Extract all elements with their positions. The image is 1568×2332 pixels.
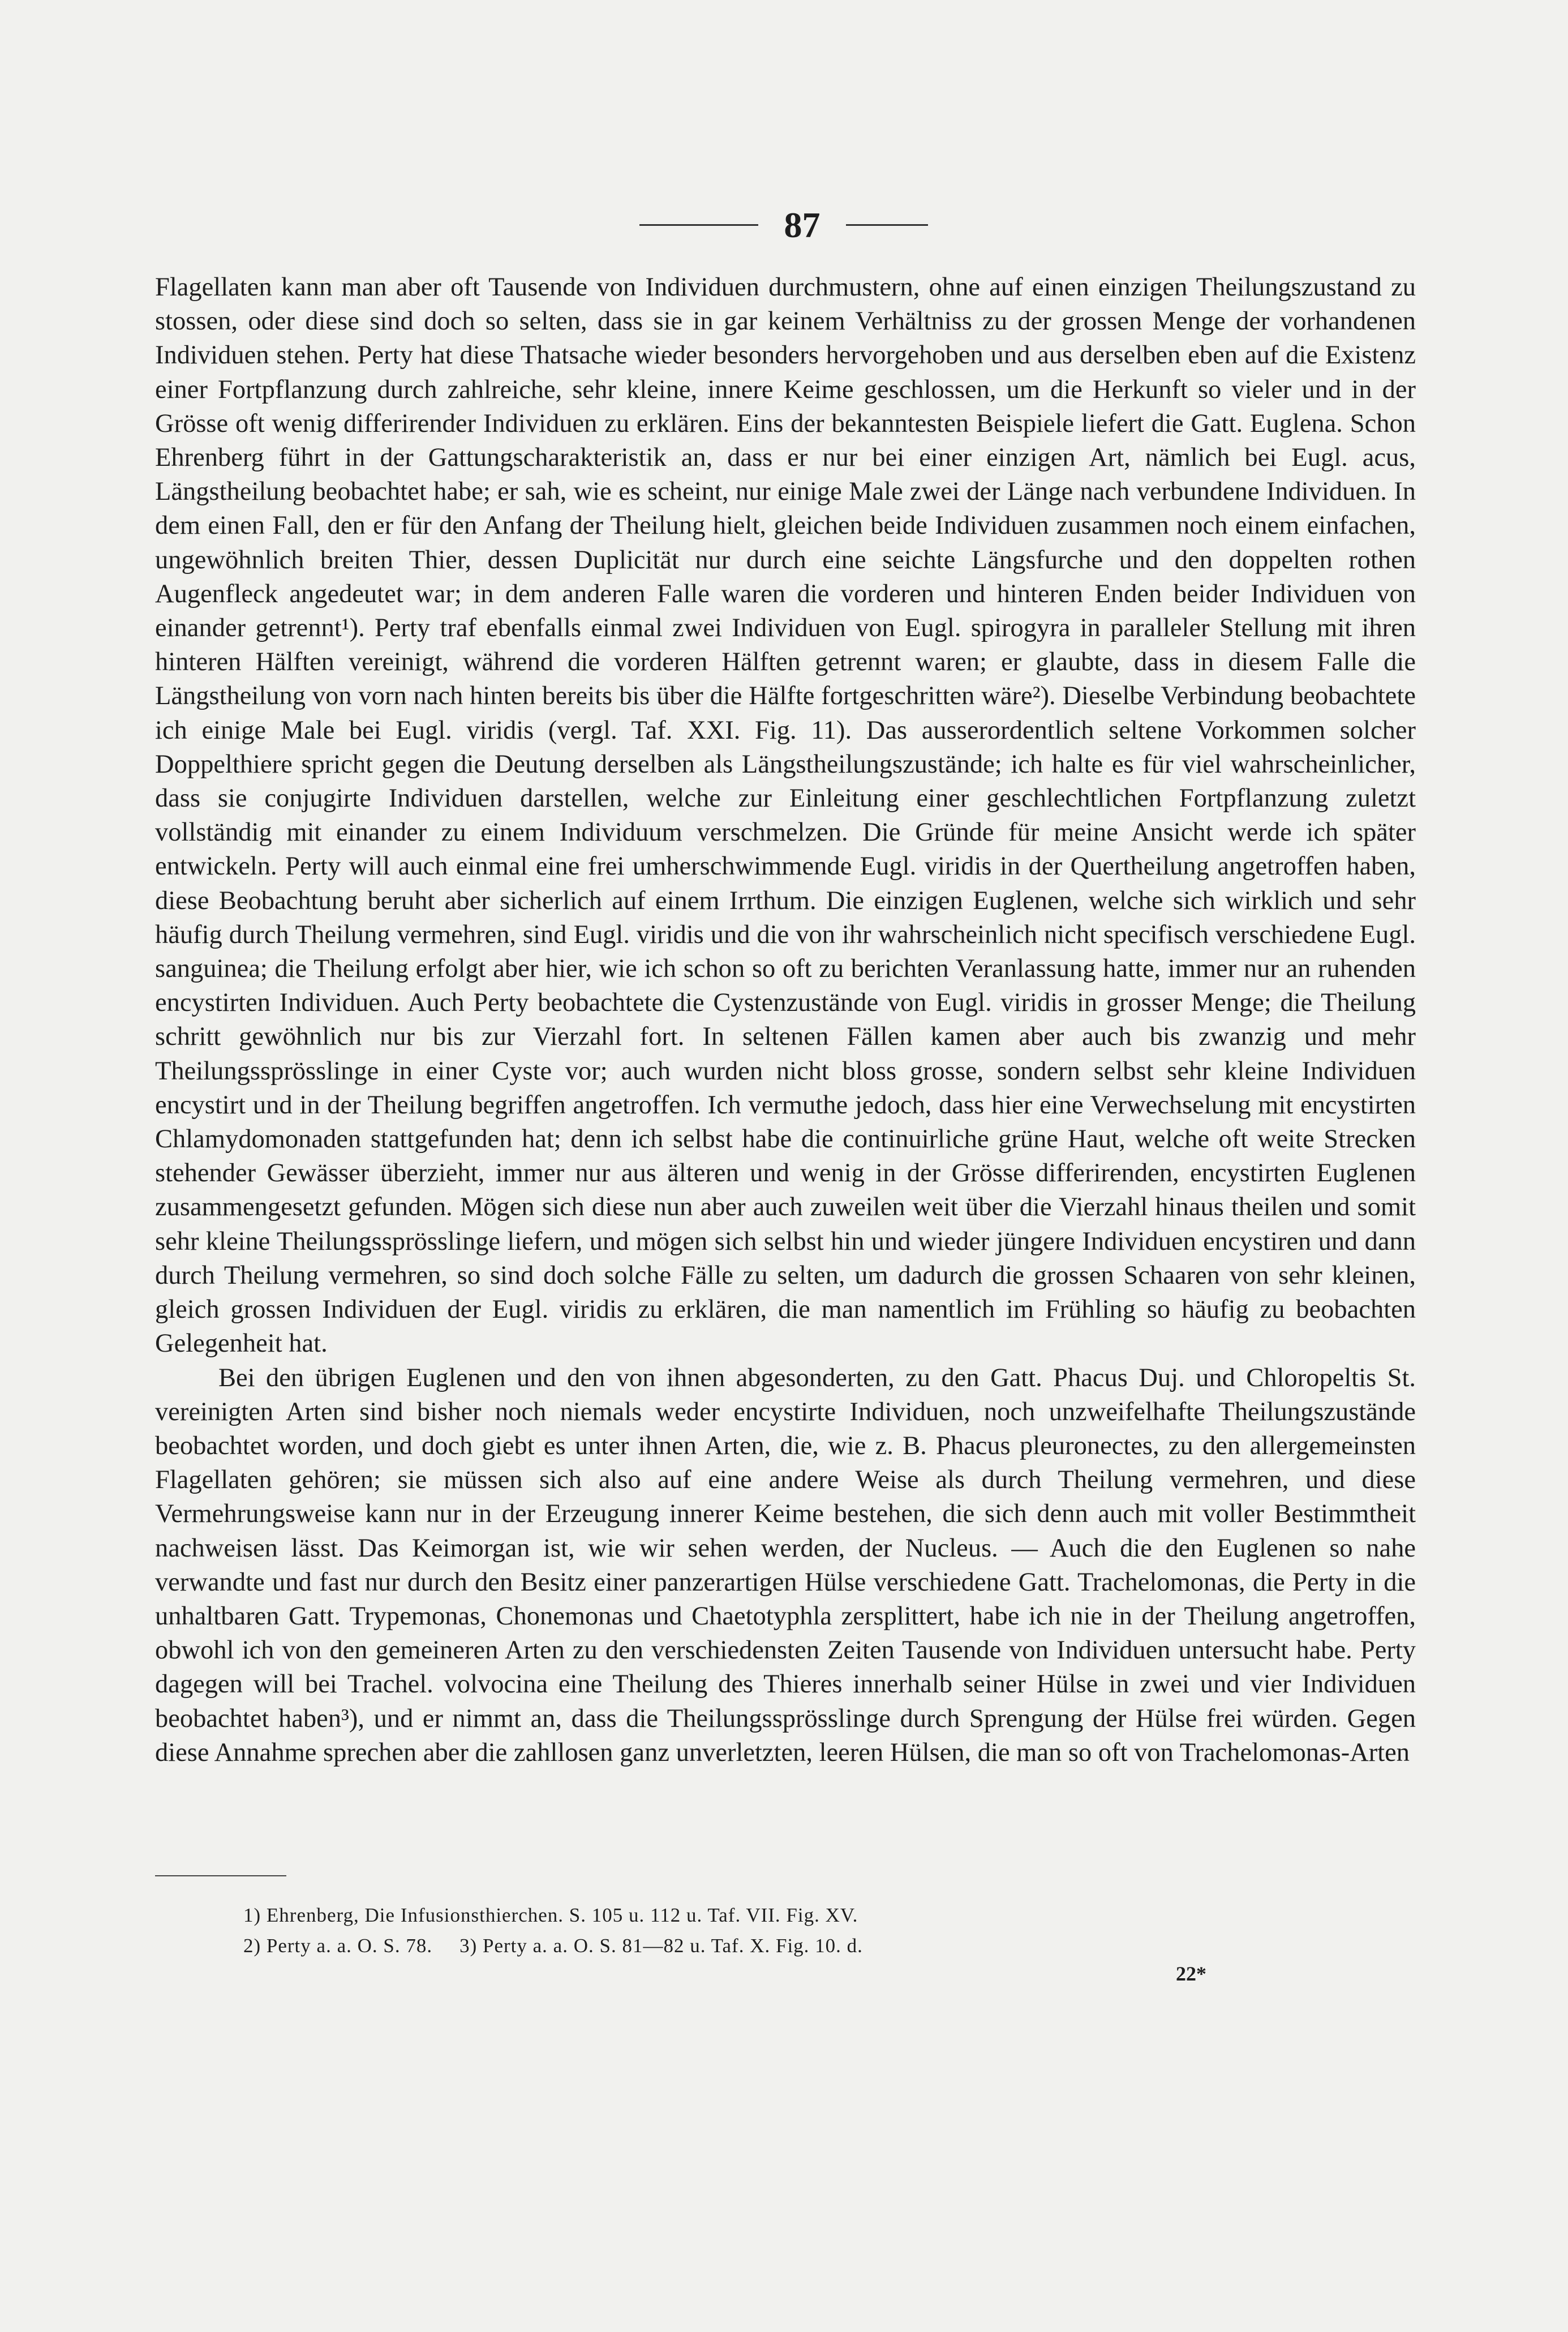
footnote-3: 3) Perty a. a. O. S. 81—82 u. Taf. X. Fig. 10. d. xyxy=(459,1935,863,1957)
page-header xyxy=(0,197,1568,254)
footnote-1: 1) Ehrenberg, Die Infusionsthierchen. S. 105 u. 112 u. Taf. VII. Fig. XV. xyxy=(243,1904,858,1926)
paragraph-2: Bei den übrigen Euglenen und den von ihnen abgesonderten, zu den Gatt. Phacus Duj. und Chloropeltis St. vereinigten Arten sind bisher noch niemals weder encystirte Individuen, noch unzweifelhafte Theilungszustände beobachtet worden, und doch giebt es unter ihnen Arten, die, wie z. B. Phacus pleuronectes, zu den allergemeinsten Flagellaten gehören; sie müssen sich also auf eine andere Weise als durch Theilung vermehren, und diese Vermehrungsweise kann nur in der Erzeugung innerer Keime bestehen, die sich denn auch mit voller Bestimmtheit nachweisen lässt. Das Keimorgan ist, wie wir sehen werden, der Nucleus. — Auch die den Euglenen so nahe verwandte und fast nur durch den Besitz einer panzerartigen Hülse verschiedene Gatt. Trachelomonas, die Perty in die unhaltbaren Gatt. Trypemonas, Chonemonas und Chaetotyphla zersplittert, habe ich nie in der Theilung angetroffen, obwohl ich von den gemeineren Arten zu den verschiedensten Zeiten Tausende von Individuen untersucht habe. Perty dagegen will bei Trachel. volvocina eine Theilung des Thieres innerhalb seiner Hülse in zwei und vier Individuen beobachtet haben³), und er nimmt an, dass die Theilungssprösslinge durch Sprengung der Hülse frei würden. Gegen diese Annahme sprechen aber die zahllosen ganz unverletzten, leeren Hülsen, die man so oft von Trachelomonas-Arten xyxy=(155,1363,1416,1767)
body-text xyxy=(155,271,1416,1770)
page-number: 87 xyxy=(784,205,820,245)
signature-mark: 22* xyxy=(1176,1962,1206,1985)
header-rule-right xyxy=(846,224,928,226)
footnote-row-2 xyxy=(243,1931,1262,1961)
paragraph-1: Flagellaten kann man aber oft Tausende von Individuen durchmustern, ohne auf einen einzigen Theilungszustand zu stossen, oder diese sind doch so selten, dass sie in gar keinem Verhältniss zu der grossen Menge der vorhandenen Individuen stehen. Perty hat diese Thatsache wieder besonders hervorgehoben und aus derselben eben auf die Existenz einer Fortpflanzung durch zahlreiche, sehr kleine, innere Keime geschlossen, um die Herkunft so vieler und in der Grösse oft wenig differirender Individuen zu erklären. Eins der bekanntesten Beispiele liefert die Gatt. Euglena. Schon Ehrenberg führt in der Gattungscharakteristik an, dass er nur bei einer einzigen Art, nämlich bei Eugl. acus, Längstheilung beobachtet habe; er sah, wie es scheint, nur einige Male zwei der Länge nach verbundene Individuen. In dem einen Fall, den er für den Anfang der Theilung hielt, gleichen beide Individuen zusammen noch einem einfachen, ungewöhnlich breiten Thier, dessen Duplicität nur durch eine seichte Längsfurche und den doppelten rothen Augenfleck angedeutet war; in dem anderen Falle waren die vorderen und hinteren Enden beider Individuen von einander getrennt¹). Perty traf ebenfalls einmal zwei Individuen von Eugl. spirogyra in paralleler Stellung mit ihren hinteren Hälften vereinigt, während die vorderen Hälften getrennt waren; er glaubte, dass in diesem Falle die Längstheilung von vorn nach hinten bereits bis über die Hälfte fortgeschritten wäre²). Dieselbe Verbindung beobachtete ich einige Male bei Eugl. viridis (vergl. Taf. XXI. Fig. 11). Das ausserordentlich seltene Vorkommen solcher Doppelthiere spricht gegen die Deutung derselben als Längstheilungszustände; ich halte es für viel wahrscheinlicher, dass sie conjugirte Individuen darstellen, welche zur Einleitung einer geschlechtlichen Fortpflanzung zuletzt vollständig mit einander zu einem Individuum verschmelzen. Die Gründe für meine Ansicht werde ich später entwickeln. Perty will auch einmal eine frei umherschwimmende Eugl. viridis in der Quertheilung angetroffen haben, diese Beobachtung beruht aber sicherlich auf einem Irrthum. Die einzigen Euglenen, welche sich wirklich und sehr häufig durch Theilung vermehren, sind Eugl. viridis und die von ihr wahrscheinlich nicht specifisch verschiedene Eugl. sanguinea; die Theilung erfolgt aber hier, wie ich schon so oft zu berichten Veranlassung hatte, immer nur an ruhenden encystirten Individuen. Auch Perty beobachtete die Cystenzustände von Eugl. viridis in grosser Menge; die Theilung schritt gewöhnlich nur bis zur Vierzahl fort. In seltenen Fällen kamen aber auch bis zwanzig und mehr Theilungssprösslinge in einer Cyste vor; auch wurden nicht bloss grosse, sondern selbst sehr kleine Individuen encystirt und in der Theilung begriffen angetroffen. Ich vermuthe jedoch, dass hier eine Verwechselung mit encystirten Chlamydomonaden stattgefunden hat; denn ich selbst habe die continuirliche grüne Haut, welche oft weite Strecken stehender Gewässer überzieht, immer nur aus älteren und wenig in der Grösse differirenden, encystirten Euglenen zusammengesetzt gefunden. Mögen sich diese nun aber auch zuweilen weit über die Vierzahl hinaus theilen und somit sehr kleine Theilungssprösslinge liefern, und mögen sich selbst hin und wieder jüngere Individuen encystiren und dann durch Theilung vermehren, so sind doch solche Fälle zu selten, um dadurch die grossen Schaaren von sehr kleinen, gleich grossen Individuen der Eugl. viridis zu erklären, die man namentlich im Frühling so häufig zu beobachten Gelegenheit hat. xyxy=(155,273,1416,1358)
footnote-rule xyxy=(155,1875,286,1876)
header-rule-left xyxy=(639,224,758,226)
footnotes xyxy=(243,1900,1262,1961)
footnote-2: 2) Perty a. a. O. S. 78. xyxy=(243,1935,433,1957)
